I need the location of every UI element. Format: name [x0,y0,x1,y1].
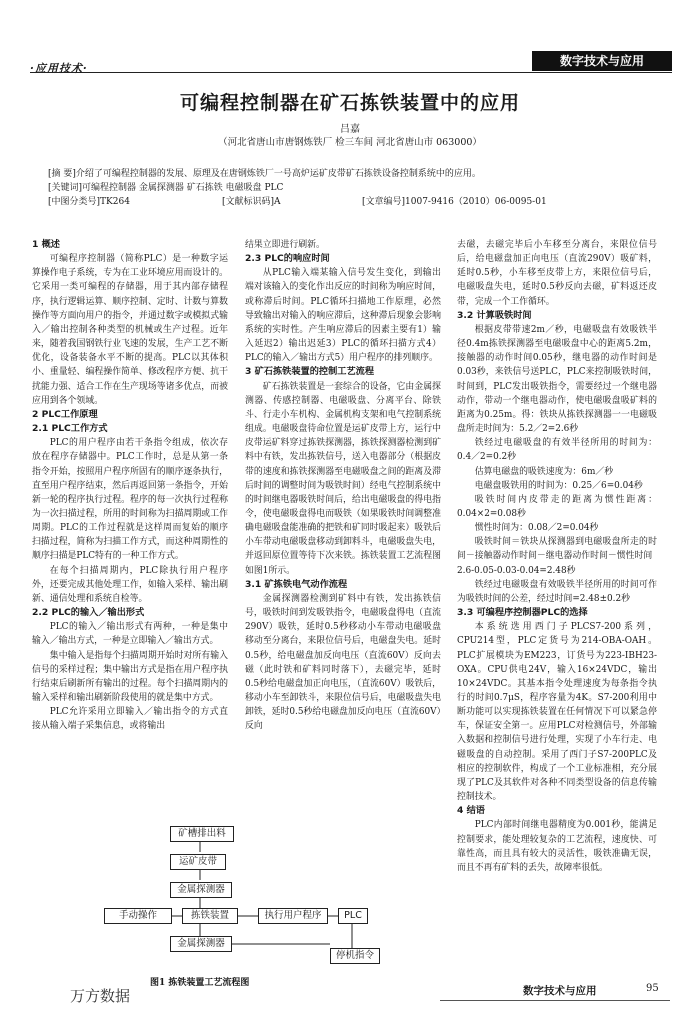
section-heading: 3.1 矿拣铁电气动作流程 [245,578,348,590]
paragraph: PLC允许采用立即输入／输出指令的方式直接从输入端子采集信息，或将输出 [32,707,228,732]
paragraph: 本系统选用西门子PLCS7-200系列，CPU214型，PLC定货号为214-OBA-OAH。PLC扩展模块为EM223，订货号为223-IBH23-OXA。CPU供电24V，输入16×24VDC，输出10×24VDC。其基本指令处理速度为每条指令执行的时间0.7μS，程序容量为4K。S7-200利用中断功能可以实现拣铁装置在任何情况下可以紧急停车，保证安全第一。应用PLC对检测信号，外部输入数据和控制信号进行处理，实现了小车行走、电磁吸盘的自动控制。采用了西门子S7-200PLC及相应的控制软件，构成了一个工业标准相，充分展现了PLC及其软件对各种不同类型设备的信息传输控制技术。 [457,622,657,803]
header-rule [30,72,672,73]
paragraph: PLC的用户程序由若干条指令组成，依次存放在程序存储器中。PLC工作时，总是从第一条指令开始，按照用户程序所固有的顺序逐条执行，直至用户程序结束，然后再返回第一条指令，开始新一轮的程序执行过程。程序的每一次执行过程称为一次扫描过程，所用的时间称为扫描周期或工作周期。PLC的工作过程就是这样周而复始的顺序扫描过程，简称为扫描工作方式，而这种周期性的顺序扫描是PLC特有的一种工作方式。 [32,438,228,562]
fig-box-user-program: 执行用户程序 [258,908,328,924]
figure-caption: 图1 拣铁装置工艺流程图 [150,978,250,988]
page-number: 95 [646,983,659,994]
footer-rule [440,1000,670,1001]
doc-code: [文献标识码]A [222,197,281,207]
paragraph: 去磁，去磁完毕后小车移至分离台，来限位信号后，给电磁盘加正向电压（直流290V）吸矿料，延时0.5秒，小车移至皮带上方，来限位信号后，电磁吸盘失电，延时0.5秒反向去磁，矿料返还皮带，完成一个工作循环。 [457,240,657,307]
abstract: [摘 要]介绍了可编程控制器的发展、原理及在唐钢炼铁厂一号高炉运矿皮带矿石拣铁设备控制系统中的应用。 [48,169,481,179]
section-heading: 2.1 PLC工作方式 [32,423,108,435]
footer-journal: 数字技术与应用 [523,985,597,997]
article-author: 吕嘉 [340,124,360,135]
fig-box-detector-2: 金属探测器 [170,936,232,952]
fig-box-detector: 金属探测器 [170,882,232,898]
paragraph: 惯性时间为：0.08／2=0.04秒 [474,523,599,534]
column-1 [32,238,228,733]
watermark: 万方数据 [70,987,131,1005]
column-2 [245,238,441,733]
section-heading: 2.2 PLC的输入／输出形式 [32,607,145,619]
paragraph: 铁经过电磁吸盘有效吸铁半径所用的时间可作为吸铁时间的公差，经过时间=2.48±0.2秒 [457,579,657,604]
journal-banner: 数字技术与应用 [532,51,672,71]
paragraph: 2.6-0.05-0.03-0.04=2.48秒 [457,565,576,576]
article-number: [文章编号]1007-9416（2010）06-0095-01 [362,197,547,207]
keywords: [关键词]可编程控制器 金属探测器 矿石拣铁 电磁吸盘 PLC [48,183,284,193]
paragraph: 在每个扫描周期内，PLC除执行用户程序外，还要完成其他处理工作，如输入采样、输出刷新、通信处理和系统自检等。 [32,565,228,604]
process-flow-figure [90,820,400,970]
paragraph: 结果立即进行刷新。 [245,240,325,250]
section-heading: 1 概述 [32,239,60,250]
paragraph: 矿石拣铁装置是一套综合的设备，它由金属探测器、传感控制器、电磁吸盘、分离平台、除铁斗、行走小车机构、金属机构支架和电气控制系统组成。电磁吸盘待命位置是运矿皮带上方，运行中皮带运矿料穿过拣铁探测器，拣铁探测器检测到矿料中有铁，发出拣铁信号，送入电器部分（根据皮带的速度和拣铁探测器至电磁吸盘之间的距离及滞后时间的调整时间为吸铁时间）经电气控制系统中的时间继电器吸铁时间后，给出电磁吸盘的得电指令，使电磁吸盘得电而吸铁（如果吸铁时间调整准确电磁吸盘能准确的把铁和矿同时吸起来）吸铁后小车带动电磁吸盘移动到卸料斗，电磁吸盘失电，并返回原位置等待下次来铁。拣铁装置工艺流程图如图1所示。 [245,381,441,576]
paragraph: 根据皮带带速2m／秒，电磁吸盘有效吸铁半径0.4m拣铁探测器至电磁吸盘中心的距离5.2m，接触器的动作时间0.05秒，继电器的动作时间是0.03秒，来铁信号送PLC，PLC来控制吸铁时间，时间到，PLC发出吸铁指令，需要经过一个继电器动作，带动一个继电器动作，使电磁吸盘吸矿料的距离为0.25m。得：铁块从拣铁探测器一一电磁吸盘所走时间为：5.2／2=2.6秒 [457,324,657,435]
section-heading: 2.3 PLC的响应时间 [245,253,330,265]
paragraph: 集中输入是指每个扫描周期开始时对所有输入信号的采样过程；集中输出方式是指在用户程序执行结束后刷新所有输出的过程。每个扫描周期内的输入采样和输出刷新阶段使用的就是集中方式。 [32,650,228,703]
section-heading: 3 矿石拣铁装置的控制工艺流程 [245,366,375,378]
fig-box-plc: PLC [338,908,368,924]
section-heading: 3.2 计算吸铁时间 [457,309,532,321]
paragraph: 估算电磁盘的吸铁速度为：6m／秒 [474,466,614,477]
section-heading: 2 PLC工作原理 [32,408,98,420]
clc-number: [中图分类号]TK264 [48,197,130,207]
paragraph: PLC的输入／输出形式有两种，一种是集中输入／输出方式，一种是立即输入／输出方式。 [32,622,228,647]
paragraph: 从PLC输入端某输入信号发生变化，到输出端对该输入的变化作出反应的时间称为响应时间，或称滞后时间。PLC循环扫描地工作原理，必然导致输出对输入的响应滞后，这种滞后现象会影响系统的实时性。产生响应滞后的因素主要有1）输入延迟2）输出迟延3）PLC的循环扫描方式4）PLC的输入／输出方式5）用户程序的排列顺序。 [245,268,441,364]
fig-box-ore-discharge: 矿槽排出料 [170,826,234,842]
article-title: 可编程控制器在矿石拣铁装置中的应用 [179,92,520,114]
article-affiliation: （河北省唐山市唐钢炼铁厂 检三车间 河北省唐山市 063000） [218,137,482,148]
paragraph: PLC内部时间继电器精度为0.001秒，能满足控制要求，能处理较复杂的工艺流程，速度快、可靠性高，而且具有较大的灵活性，吸铁准确无误，而且不再有矿料的丢失，故障率很低。 [457,820,657,873]
fig-box-iron-picker: 拣铁装置 [182,908,238,924]
paragraph: 吸铁时间内皮带走的距离为惯性距离：0.04×2=0.08秒 [457,494,657,519]
paragraph: 电磁盘吸铁用的时间为：0.25／6=0.04秒 [474,480,643,491]
column-3 [457,238,657,875]
paragraph: 金属探测器检测到矿料中有铁，发出拣铁信号，吸铁时间到发吸铁指令，电磁吸盘得电（直流290V）吸铁，延时0.5秒移动小车带动电磁吸盘移动至分离台，来限位信号后，电磁盘失电。延时0.5秒，给电磁盘加反向电压（直流60V）反向去磁（此时铁和矿料同时落下），去磁完毕，延时0.5秒给电磁盘加正向电压，（直流60V）吸铁后，移动小车至卸铁斗，来限位信号后，电磁吸盘失电卸铁，延时0.5秒给电磁盘加反向电压（直流60V）反向 [245,593,441,732]
section-label: ·应用技术· [30,62,88,75]
fig-box-stop: 停机指令 [330,948,380,964]
fig-box-manual: 手动操作 [104,908,172,924]
fig-box-conveyor: 运矿皮带 [170,854,226,870]
paragraph: 铁经过电磁吸盘的有效半径所用的时间为：0.4／2=0.2秒 [457,438,657,463]
section-heading: 3.3 可编程序控制器PLC的选择 [457,607,588,619]
paragraph: 吸铁时间＝铁块从探测器到电磁吸盘所走的时间－接触器动作时间－继电器动作时间－惯性时间 [457,537,657,562]
section-heading: 4 结语 [457,805,485,817]
paragraph: 可编程序控制器（简称PLC）是一种数字运算操作电子系统，专为在工业环境应用而设计的。它采用一类可编程的存储器，用于其内部存储程序，执行逻辑运算、顺序控制、定时、计数与算数操作等方面向用户的指令，并通过数字或模拟式输入／输出控制各种类型的机械或生产过程。近年来，随着我国钢铁行业飞速的发展，生产工艺不断优化，设备装备水平不断的提高。PLC以其体积小、重量轻、编程操作简单、修改程序方便、抗干扰能力强、适合工作在生产现场等诸多优点，而被应用到各个领域。 [32,254,228,406]
